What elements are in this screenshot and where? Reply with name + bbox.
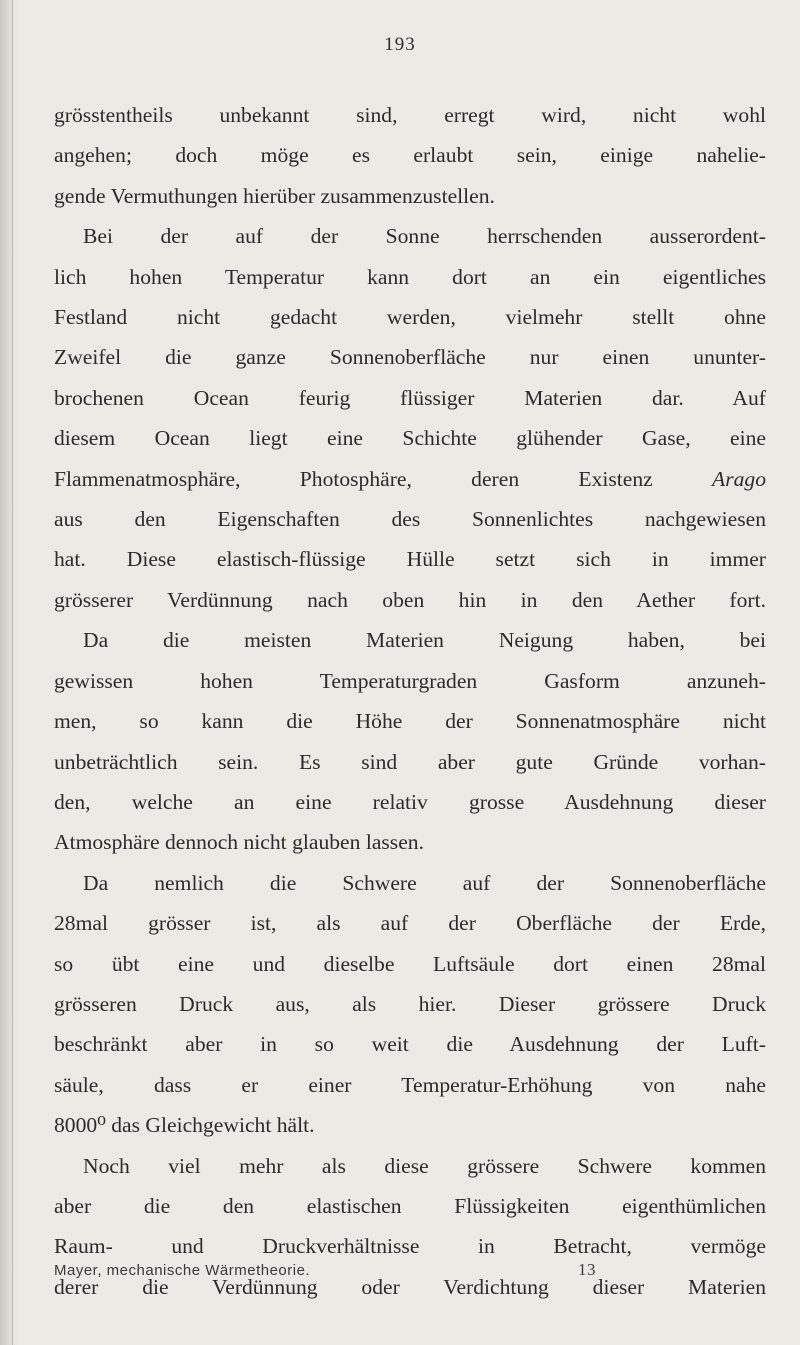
italic-name-arago: Arago	[712, 466, 766, 491]
body-text	[54, 95, 766, 1307]
text-line: aus den Eigenschaften des Sonnenlichtes nachgewiesen	[54, 507, 766, 532]
text-line: grösseren Druck aus, als hier. Dieser grössere Druck	[54, 991, 766, 1016]
text-line: Da die meisten Materien Neigung haben, bei	[83, 628, 766, 653]
text-line: brochenen Ocean feurig flüssiger Materien dar. Auf	[54, 385, 766, 410]
sheet-mark: 13	[578, 1260, 596, 1279]
text-line: men, so kann die Höhe der Sonnenatmosphäre nicht	[54, 709, 766, 734]
text-line: Atmosphäre dennoch nicht glauben lassen.	[54, 830, 424, 855]
binding-shadow	[0, 0, 18, 1345]
text-line-with-name	[54, 459, 766, 499]
text-line: 8000⁰ das Gleichgewicht hält.	[54, 1113, 315, 1138]
text-line: Zweifel die ganze Sonnenoberfläche nur einen ununter-	[54, 345, 766, 370]
text-line: grösserer Verdünnung nach oben hin in den Aether fort.	[54, 587, 766, 612]
text-line: unbeträchtlich sein. Es sind aber gute Gründe vorhan-	[54, 749, 766, 774]
text-line: angehen; doch möge es erlaubt sein, einige nahelie-	[54, 143, 766, 168]
text-line: aber die den elastischen Flüssigkeiten eigenthümlichen	[54, 1193, 766, 1218]
text-line: Raum- und Druckverhältnisse in Betracht, vermöge	[54, 1234, 766, 1259]
text-line: diesem Ocean liegt eine Schichte glühender Gase, eine	[54, 426, 766, 451]
text-line: grösstentheils unbekannt sind, erregt wird, nicht wohl	[54, 103, 766, 127]
text-line: säule, dass er einer Temperatur-Erhöhung von nahe	[54, 1072, 766, 1097]
text-segment: Flammenatmosphäre, Photosphäre, deren Existenz	[54, 466, 653, 491]
text-line: den, welche an eine relativ grosse Ausdehnung dieser	[54, 789, 766, 814]
text-line: gende Vermuthungen hierüber zusammenzustellen.	[54, 183, 495, 208]
binding-line	[12, 0, 13, 1345]
text-line: 28mal grösser ist, als auf der Oberfläche der Erde,	[54, 911, 766, 936]
text-line: Da nemlich die Schwere auf der Sonnenoberfläche	[83, 870, 766, 895]
text-line: Noch viel mehr als diese grössere Schwere kommen	[83, 1153, 766, 1178]
text-line: Festland nicht gedacht werden, vielmehr stellt ohne	[54, 305, 766, 330]
text-line: hat. Diese elastisch-flüssige Hülle setzt sich in immer	[54, 547, 766, 572]
text-line: derer die Verdünnung oder Verdichtung dieser Materien	[54, 1274, 766, 1299]
text-line: beschränkt aber in so weit die Ausdehnung der Luft-	[54, 1032, 766, 1057]
text-line: gewissen hohen Temperaturgraden Gasform anzuneh-	[54, 668, 766, 693]
footer-signature: Mayer, mechanische Wärmetheorie.	[54, 1262, 311, 1279]
page-number: 193	[384, 34, 416, 55]
text-line: so übt eine und dieselbe Luftsäule dort einen 28mal	[54, 951, 766, 976]
text-line: Bei der auf der Sonne herrschenden ausserordent-	[83, 224, 766, 249]
text-line: lich hohen Temperatur kann dort an ein eigentliches	[54, 264, 766, 289]
